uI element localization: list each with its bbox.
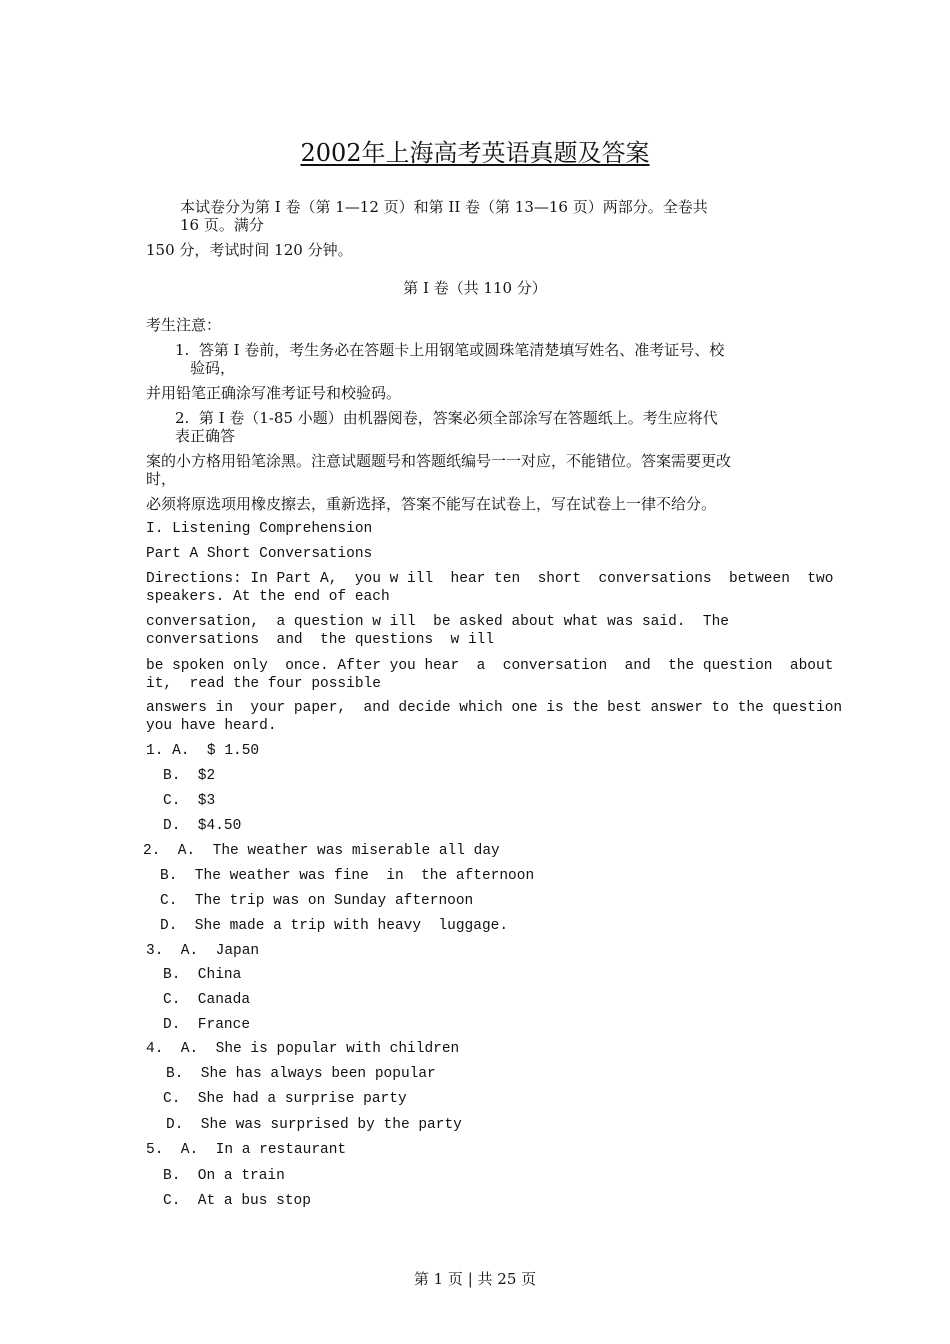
note-2-line-5: 必须将原选项用橡皮擦去，重新选择，答案不能写在试卷上，写在试卷上一律不给分。: [146, 495, 717, 513]
question-3: 3. A. Japan: [146, 943, 260, 959]
question-option: B. China: [163, 967, 242, 983]
directions-line: it, read the four possible: [146, 676, 381, 692]
question-option: D. She was surprised by the party: [166, 1117, 462, 1133]
question-2: 2. A. The weather was miserable all day: [143, 843, 500, 859]
question-option: C. Canada: [163, 992, 251, 1008]
question-option: C. $3: [163, 793, 216, 809]
question-option: C. At a bus stop: [163, 1193, 311, 1209]
note-2-line-3: 案的小方格用铅笔涂黑。注意试题题号和答题纸编号一一对应，不能错位。答案需要更改: [146, 452, 732, 470]
question-option: D. She made a trip with heavy luggage.: [160, 918, 509, 934]
intro-line-1: 本试卷分为第 I 卷（第 1—12 页）和第 II 卷（第 13—16 页）两部分。全卷共: [180, 198, 708, 216]
page-footer: 第 1 页 | 共 25 页: [413, 1270, 537, 1288]
directions-line: conversation, a question w ill be asked about what was said. The: [146, 614, 729, 630]
question-5: 5. A. In a restaurant: [146, 1142, 347, 1158]
note-1-line-1: 1. 答第 I 卷前，考生务必在答题卡上用钢笔或圆珠笔清楚填写姓名、准考证号、校: [175, 341, 725, 359]
note-1-line-2: 验码，: [190, 359, 236, 377]
intro-line-3: 150 分，考试时间 120 分钟。: [146, 241, 353, 259]
directions-line: conversations and the questions w ill: [146, 632, 495, 648]
note-2-line-1: 2. 第 I 卷（1-85 小题）由机器阅卷，答案必须全部涂写在答题纸上。考生应将代: [175, 409, 718, 427]
notes-label: 考生注意：: [146, 316, 222, 334]
question-option: C. She had a surprise party: [163, 1091, 407, 1107]
question-option: D. France: [163, 1017, 251, 1033]
note-2-line-2: 表正确答: [175, 427, 236, 445]
directions-line: you have heard.: [146, 718, 277, 734]
intro-line-2: 16 页。满分: [180, 216, 264, 234]
question-option: B. The weather was fine in the afternoon: [160, 868, 535, 884]
directions-line: answers in your paper, and decide which one is the best answer to the question: [146, 700, 843, 716]
question-option: B. $2: [163, 768, 216, 784]
question-4: 4. A. She is popular with children: [146, 1041, 460, 1057]
question-1: 1. A. $ 1.50: [146, 743, 260, 759]
question-option: B. She has always been popular: [166, 1066, 436, 1082]
note-1-line-3: 并用铅笔正确涂写准考证号和校验码。: [146, 384, 402, 402]
document-title: 2002年上海高考英语真题及答案: [300, 139, 650, 167]
part-subheading: Part A Short Conversations: [146, 546, 373, 562]
section-heading: 第 I 卷（共 110 分）: [403, 279, 547, 297]
directions-line: Directions: In Part A, you w ill hear ten short conversations between two: [146, 571, 834, 587]
directions-line: speakers. At the end of each: [146, 589, 390, 605]
part-heading: I. Listening Comprehension: [146, 521, 373, 537]
question-option: B. On a train: [163, 1168, 285, 1184]
directions-line: be spoken only once. After you hear a conversation and the question about: [146, 658, 834, 674]
question-option: C. The trip was on Sunday afternoon: [160, 893, 474, 909]
note-2-line-4: 时，: [146, 470, 177, 488]
question-option: D. $4.50: [163, 818, 242, 834]
